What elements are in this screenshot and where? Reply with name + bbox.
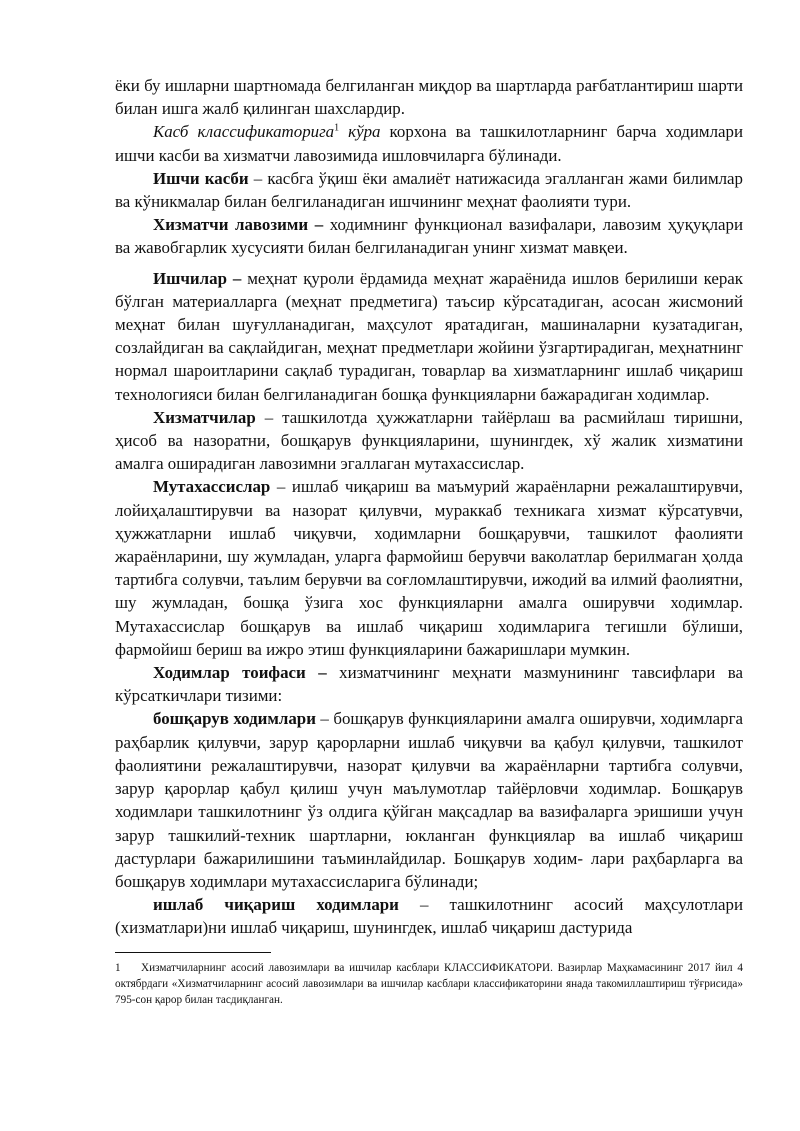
- footnote-separator: [115, 952, 271, 953]
- paragraph-text: – ташкилотда ҳужжатларни тайёрлаш ва расмийлаш тиришни, ҳисоб ва назоратни, бошқарув функцияларини, шунингдек, хў жалик хизматини амалга оширадиган лавозимни эгаллаган мутахассислар.: [115, 407, 743, 474]
- term-heading: Ходимлар тоифаси –: [153, 663, 327, 683]
- footnote: [115, 960, 743, 1008]
- paragraph-staff-category: [115, 661, 743, 707]
- term-heading: Мутахассислар: [153, 477, 271, 497]
- footnote-text: Хизматчиларнинг асосий лавозимлари ва ишчилар касблари КЛАССИФИКАТОРИ. Вазирлар Маҳкамасининг 2017 йил 4 октябрдаги «Хизматчиларнинг асосий лавозимлари ва ишчилар касблари классификаторини янада такомиллаштириш тўғрисида» 795-сон қарор билан тасдиқланган.: [115, 961, 743, 1006]
- term-heading: Ишчилар –: [153, 268, 242, 288]
- italic-term-cont: кўра: [339, 122, 381, 142]
- italic-term: Касб классификаторига: [153, 122, 335, 142]
- paragraph-text: ёки бу ишларни шартномада белгиланган миқдор ва шартларда рағбатлантириш шарти билан ишга жалб қилинган шахслардир.: [115, 76, 743, 119]
- paragraph-text: меҳнат қуроли ёрдамида меҳнат жараёнида ишлов берилиши керак бўлган материалларга (меҳнат предметига) таъсир кўрсатадиган, асосан жисмоний меҳнат билан шуғулланадиган, маҳсулот яратадиган, машиналарни кузатадиган, созлайдиган ва сақлайдиган, меҳнат предметлари жойини ўзгартирадиган, меҳнатнинг нормал шароитларини сақлаб турадиган, товарлар ва хизматларнинг ишлаб чиқариш технологияси билан белгиланадиган бошқа функцияларни бажарадиган ходимлар.: [115, 268, 744, 404]
- paragraph-worker-profession: [115, 167, 743, 213]
- term-heading: Ишчи касби: [153, 168, 249, 188]
- paragraph-text: хизматчининг меҳнати мазмунининг тавсифлари ва кўрсаткичлари тизими:: [115, 663, 743, 706]
- term-heading: Хизматчи лавозими –: [153, 215, 324, 235]
- paragraph-production-staff: [115, 893, 743, 939]
- paragraph-specialists: [115, 475, 743, 661]
- paragraph-workers: [115, 267, 743, 406]
- paragraph-employees: [115, 406, 743, 476]
- footnote-reference[interactable]: 1: [334, 122, 340, 134]
- document-page: [115, 74, 743, 1008]
- paragraph-text: – ташкилотнинг асосий маҳсулотлари (хизматлари)ни ишлаб чиқариш, шунингдек, ишлаб чиқариш дастурида: [115, 895, 743, 938]
- paragraph-text: – бошқарув функцияларини амалга оширувчи, ходимларга раҳбарлик қилувчи, зарур қарорларни ишлаб чиқувчи ва қабул қилувчи, ташкилот фаолиятини режалаштирувчи, назорат қилувчи ва жараёнларни тартибга солувчи, зарур қарорлар қабул қилиш учун маълумотлар тайёрловчи ходимлар. Бошқарув ходимлари ташкилотнинг ўз олдига қўйган мақсадлар ва вазифаларга эришиши учун зарур ташкилий-техник шартларни, юкланган функциялар ва ишлаб чиқариш дастурлари бажарилишини таъминлайдилар. Бошқарув ходим- лари раҳбарларга ва бошқарув ходимлари мутахассисларига бўлинади;: [115, 709, 743, 891]
- paragraph-continuation: [115, 74, 743, 120]
- term-heading: Хизматчилар: [153, 407, 256, 427]
- paragraph-text: – ишлаб чиқариш ва маъмурий жараёнларни режалаштирувчи, лойиҳалаштирувчи ва назорат қилувчи, мураккаб техникага хизмат кўрсатувчи, ҳужжатларни ишлаб чиқувчи, ходимларни бошқарувчи, ташкилот фаолияти жараёнларини, шу жумладан, уларга фармойиш берувчи ваколатлар берилмаган ҳолда тартибга солувчи, таълим берувчи ва соғломлаштирувчи, ижодий ва илмий фаолиятни, шу жумладан, бошқа ўзига хос функцияларни амалга оширувчи ходимлар. Мутахассислар бошқарув ва ишлаб чиқариш ходимларига тегишли бўлиши, фармойиш бериш ва ижро этиш функцияларини бажаришлари мумкин.: [115, 477, 743, 659]
- term-heading: бошқарув ходимлари: [153, 709, 316, 729]
- paragraph-management-staff: [115, 707, 743, 893]
- paragraph-employee-position: [115, 213, 743, 259]
- paragraph-text: – касбга ўқиш ёки амалиёт натижасида эгалланган жами билимлар ва кўникмалар билан белгиланадиган ишчининг меҳнат фаолияти тури.: [115, 168, 744, 212]
- paragraph-classification: [115, 120, 743, 166]
- paragraph-text: корхона ва ташкилотларнинг барча ходимлари ишчи касби ва хизматчи лавозимида ишловчиларга бўлинади.: [115, 122, 744, 165]
- footnote-number: 1: [115, 961, 121, 974]
- paragraph-text: ходимнинг функционал вазифалари, лавозим ҳуқуқлари ва жавобгарлик хусусияти билан белгиланадиган унинг хизмат мавқеи.: [115, 215, 743, 258]
- term-heading: ишлаб чиқариш ходимлари: [153, 895, 399, 915]
